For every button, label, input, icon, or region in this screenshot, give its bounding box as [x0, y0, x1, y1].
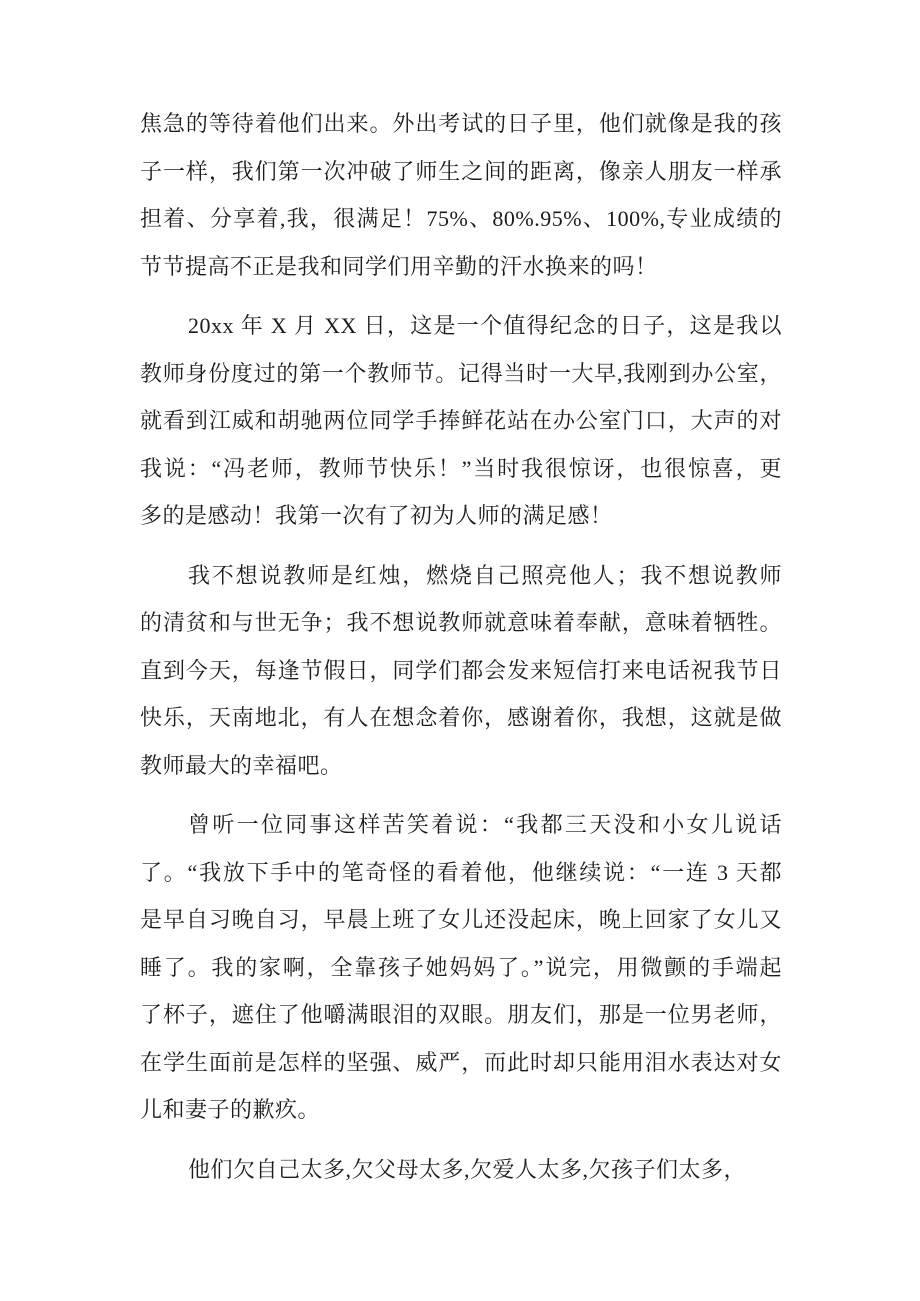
- text-line: 了。“我放下手中的笔奇怪的看着他，他继续说：“一连 3 天都: [140, 859, 782, 885]
- text-line: 子一样，我们第一次冲破了师生之间的距离，像亲人朋友一样承: [140, 158, 782, 184]
- text-line: 就看到江威和胡驰两位同学手捧鲜花站在办公室门口，大声的对: [140, 408, 782, 433]
- text-line: 的清贫和与世无争；我不想说教师就意味着奉献，意味着牺牲。: [140, 610, 782, 635]
- text-line: 在学生面前是怎样的坚强、威严，而此时却只能用泪水表达对女: [140, 1049, 782, 1075]
- text-line: 我说：“冯老师，教师节快乐！”当时我很惊讶，也很惊喜，更: [140, 455, 782, 481]
- text-line: 曾听一位同事这样苦笑着说：“我都三天没和小女儿说话: [188, 812, 782, 837]
- text-line: 担着、分享着,我，很满足！75%、80%.95%、100%,专业成绩的: [140, 206, 782, 231]
- document-text-block: [140, 100, 782, 1193]
- text-line: 他们欠自己太多,欠父母太多,欠爱人太多,欠孩子们太多，: [188, 1156, 747, 1182]
- text-line: 焦急的等待着他们出来。外出考试的日子里，他们就像是我的孩: [140, 111, 782, 136]
- paragraph-3: [140, 552, 782, 790]
- text-line: 20xx 年 X 月 XX 日，这是一个值得纪念的日子，这是我以: [188, 313, 782, 338]
- paragraph-1: [140, 100, 782, 290]
- text-line: 了杯子，遮住了他嚼满眼泪的双眼。朋友们，那是一位男老师，: [140, 1002, 782, 1027]
- text-line: 节节提高不正是我和同学们用辛勤的汗水换来的吗！: [140, 253, 658, 279]
- text-line: 我不想说教师是红烛，燃烧自己照亮他人；我不想说教师: [188, 562, 782, 588]
- text-line: 教师最大的幸福吧。: [140, 752, 343, 778]
- text-line: 睡了。我的家啊，全靠孩子她妈妈了。”说完，用微颤的手端起: [140, 954, 782, 980]
- paragraph-4: [140, 801, 782, 1134]
- text-line: 直到今天，每逢节假日，同学们都会发来短信打来电话祝我节日: [140, 657, 782, 683]
- paragraph-2: [140, 302, 782, 540]
- text-line: 多的是感动！我第一次有了初为人师的满足感！: [140, 503, 613, 528]
- text-line: 是早自习晚自习，早晨上班了女儿还没起床，晚上回家了女儿又: [140, 907, 782, 932]
- paragraph-5: [140, 1146, 782, 1194]
- text-line: 儿和妻子的歉疚。: [140, 1097, 321, 1122]
- text-line: 快乐，天南地北，有人在想念着你，感谢着你，我想，这就是做: [140, 705, 782, 730]
- text-line: 教师身份度过的第一个教师节。记得当时一大早,我刚到办公室，: [140, 360, 782, 386]
